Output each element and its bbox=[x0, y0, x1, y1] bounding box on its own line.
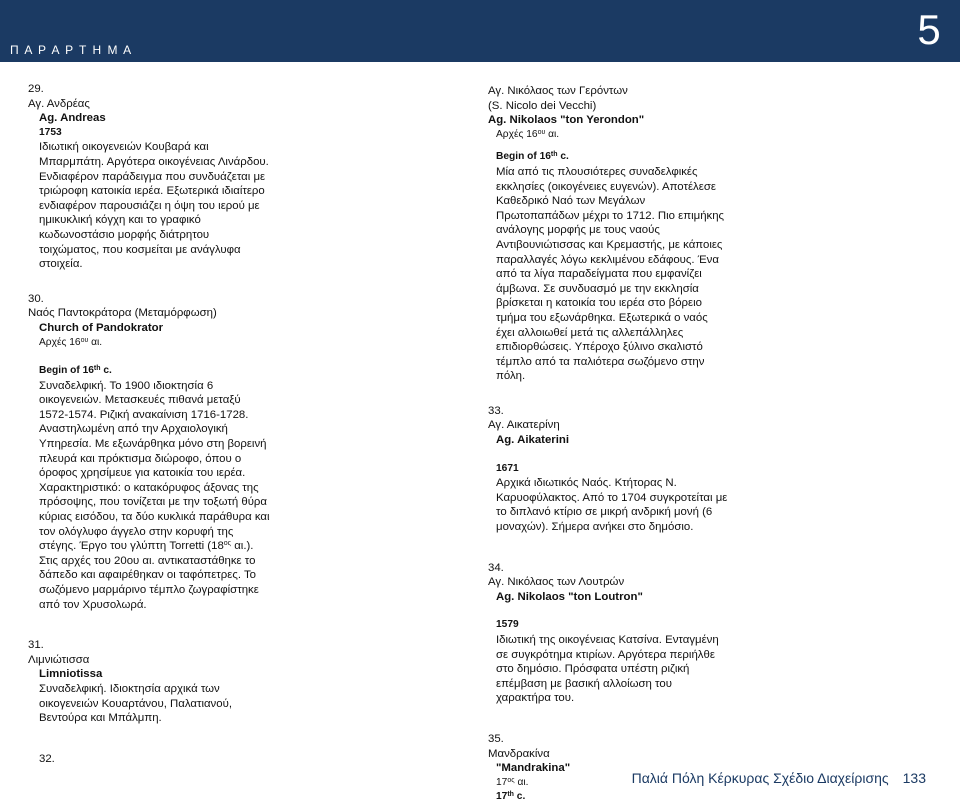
entry-34-line: χαρακτήρα του. bbox=[496, 692, 575, 705]
entry-32-line: βρίσκεται η κατοικία του ιερέα στο βόρειο bbox=[496, 297, 702, 310]
entry-32-line: άμβωνα. Σε συνδυασμό με την εκκλησία bbox=[496, 282, 699, 295]
entry-29-year: 1753 bbox=[39, 126, 62, 138]
page-footer bbox=[632, 770, 926, 786]
entry-33-year: 1671 bbox=[496, 462, 519, 474]
entry-32-line: επιδιορθώσεις. Υπέροχο ξύλινο σκαλιστό bbox=[496, 341, 703, 354]
entry-29-name-greek: Αγ. Ανδρέας bbox=[28, 97, 90, 110]
entry-34-line: σε συγκρότημα κτιρίων. Αργότερα περιήλθε bbox=[496, 648, 715, 661]
entry-32-number: 32. bbox=[39, 752, 55, 765]
entry-29-line: τοιχώματος, που κοσμείται με ανάγλυφα bbox=[39, 243, 241, 256]
entry-30-line: Αναστηλωμένη από την Αρχαιολογική bbox=[39, 423, 228, 436]
entry-32-line: Μία από τις πλουσιότερες συναδελφικές bbox=[496, 165, 698, 178]
entry-32-line: ανάλογης μορφής με τους ναούς bbox=[496, 224, 660, 237]
entry-33-line: Καρυοφύλακτος. Από το 1704 συγκροτείται με bbox=[496, 491, 728, 504]
entry-32-line: Αντιβουνιώτισσας και Κρεμαστής, με κάποιες bbox=[496, 238, 723, 251]
entry-32-line: παραλλαγές λόγω κεκλιμένου εδάφους. Ένα bbox=[496, 253, 719, 266]
entry-31-name-greek: Λιμνιώτισσα bbox=[28, 653, 90, 666]
entry-30-line: κύριας εισόδου, τα δύο κυκλικά παράθυρα και bbox=[39, 511, 270, 524]
entry-30-line: Στις αρχές του 20ου αι. αντικαταστάθηκε το bbox=[39, 554, 256, 567]
entry-30-line: Συναδελφική. Το 1900 ιδιοκτησία 6 bbox=[39, 379, 214, 392]
entry-33-line: το διπλανό κτίριο σε μικρή ανδρική μονή (6 bbox=[496, 506, 713, 519]
entry-33-name-english: Ag. Aikaterini bbox=[496, 434, 569, 447]
entry-31-line: Βεντούρα και Μπάλμπη. bbox=[39, 712, 162, 725]
page-number: 133 bbox=[902, 770, 926, 786]
entry-32-line: εκκλησίες (οικογένειες ευγενών). Αποτέλεσε bbox=[496, 180, 716, 193]
entry-34-number: 34. bbox=[488, 561, 504, 574]
entry-30-line: όροφος χρησίμευε για κατοικία του ιερέα. bbox=[39, 467, 246, 480]
entry-30-line: πρόσοψης, που τονίζεται με την τοξωτή θύρα bbox=[39, 496, 267, 509]
entry-30-name-english: Church of Pandokrator bbox=[39, 321, 164, 334]
entry-30-line: 1572-1574. Ριζική ανακαίνιση 1716-1728. bbox=[39, 408, 249, 421]
entry-32-line: τέμπλο από τα παλιότερα σωζόμενο στην bbox=[496, 355, 705, 368]
left-column bbox=[28, 82, 468, 766]
entry-29-line: Ενδιαφέρον παράδειγμα που συνδυάζεται με bbox=[39, 170, 266, 183]
entry-29-line: στοιχεία. bbox=[39, 258, 83, 271]
entry-32-name-italian: (S. Nicolo dei Vecchi) bbox=[488, 99, 597, 112]
entry-32-name-greek: Αγ. Νικόλαος των Γερόντων bbox=[488, 85, 628, 97]
entry-34-line: επέμβαση με βασική αλλοίωση του bbox=[496, 677, 672, 690]
entry-30-line: σωζόμενο μαρμάρινο τέμπλο ζωγραφίστηκε bbox=[39, 584, 259, 596]
entry-34-year: 1579 bbox=[496, 619, 519, 631]
entry-29-line: τριώροφη κατοικία ιερέα. Εξωτερικά ιδιαίτερο bbox=[39, 185, 265, 198]
entry-32-line: από τα λίγα παραδείγματα που εμφανίζει bbox=[496, 268, 702, 281]
entry-31-line: οικογενειών Κουαρτάνου, Παλατιανού, bbox=[39, 697, 232, 710]
entry-34-name-greek: Αγ. Νικόλαος των Λουτρών bbox=[488, 576, 625, 589]
entry-33-line: μοναχών). Σήμερα ανήκει στο δημόσιο. bbox=[496, 521, 694, 534]
entry-34-name-english: Ag. Nikolaos "ton Loutron" bbox=[496, 590, 643, 603]
chapter-number-badge: 5 bbox=[898, 0, 960, 60]
entry-34-line: Ιδιωτική της οικογένειας Κατσίνα. Ενταγμένη bbox=[496, 634, 719, 646]
entry-30-line: οικογενειών. Μετασκευές πιθανά μεταξύ bbox=[39, 394, 241, 407]
page-header-bar bbox=[0, 0, 960, 62]
entry-30-line-torretti: στέγης. Έργο του γλύπτη Torretti ($18^{o\varsigma}$ αι.). bbox=[39, 540, 254, 553]
entry-32-line: πόλη. bbox=[496, 370, 526, 383]
entry-30-line: τον ολόγλυφο άγγελο στην κορυφή της bbox=[39, 525, 234, 538]
entry-30-line: από τον Χρυσολωρά. bbox=[39, 598, 147, 611]
entry-29-line: Ιδιωτική οικογενειών Κουβαρά και bbox=[39, 141, 209, 154]
entry-29-line: ημικυκλική κόγχη και το γραφικό bbox=[39, 214, 201, 227]
entry-30-line: δάπεδο και αφαιρέθηκαν οι ταφόπετρες. Το bbox=[39, 569, 257, 582]
entry-30-name-greek: Ναός Παντοκράτορα (Μεταμόρφωση) bbox=[28, 307, 217, 320]
entry-35-name-greek: Μανδρακίνα bbox=[488, 747, 550, 760]
entry-35-number: 35. bbox=[488, 732, 504, 745]
right-column bbox=[488, 84, 928, 805]
entry-30-date-english: Begin of 16th c. bbox=[39, 365, 112, 377]
entry-31-number: 31. bbox=[28, 639, 44, 652]
entry-32-date-english: Begin of 16th c. bbox=[496, 151, 569, 163]
entry-29-line: κωδωνοστάσιο μορφής διάτρητου bbox=[39, 228, 210, 241]
entry-29-line: Μπαρμπάτη. Αργότερα οικογένειας Λινάρδου. bbox=[39, 155, 269, 168]
entry-32-line: τμήμα του εξωνάρθηκα. Εξωτερικά ο ναός bbox=[496, 311, 708, 324]
entry-32-line: Καθεδρικό Ναό των Μεγάλων bbox=[496, 195, 646, 208]
entry-32-line: έχει αλλοιωθεί μετά τις αλλεπάλληλες bbox=[496, 326, 684, 339]
entry-30-number: 30. bbox=[28, 292, 44, 305]
entry-35-name-english: "Mandrakina" bbox=[496, 762, 571, 775]
entry-30-date-greek: Αρχές $16^{o\upsilon}$ αι. bbox=[39, 336, 103, 348]
entry-35-date-greek: $17^{o\varsigma}$ αι. bbox=[496, 776, 529, 788]
entry-32-date-greek: Αρχές $16^{o\upsilon}$ αι. bbox=[496, 128, 560, 140]
entry-32-line: Πρωτοπαπάδων μέχρι το 1712. Πιο επιμήκης bbox=[496, 209, 725, 222]
entry-29-number: 29. bbox=[28, 83, 44, 95]
entry-30-line: Υπηρεσία. Με εξωνάρθηκα μόνο στη βορεινή bbox=[39, 438, 267, 451]
entry-30-line: Χαρακτηριστικό: ο κατακόρυφος άξονας της bbox=[39, 481, 259, 494]
entry-33-number: 33. bbox=[488, 404, 504, 417]
entry-30-line: πλευρά και πρόκτισμα διώροφο, όπου ο bbox=[39, 452, 242, 465]
entry-31-line: Συναδελφική. Ιδιοκτησία αρχικά των bbox=[39, 682, 220, 695]
entry-32-name-english: Ag. Nikolaos "ton Yerondon" bbox=[488, 114, 645, 127]
entry-29-line: ενδιαφέρον παρουσιάζει η όψη του ιερού με bbox=[39, 199, 260, 212]
entry-33-name-greek: Αγ. Αικατερίνη bbox=[488, 419, 560, 432]
entry-29-name-english: Ag. Andreas bbox=[39, 112, 106, 125]
entry-35-date-english: 17th c. bbox=[496, 791, 526, 803]
entry-31-name-english: Limniotissa bbox=[39, 668, 103, 681]
footer-title: Παλιά Πόλη Κέρκυρας Σχέδιο Διαχείρισης bbox=[631, 770, 889, 786]
entry-33-line: Αρχικά ιδιωτικός Ναός. Κτήτορας Ν. bbox=[496, 477, 677, 490]
entry-34-line: στο δημόσιο. Πρόσφατα υπέστη ριζική bbox=[496, 663, 690, 676]
header-title: Π Α Ρ Α Ρ Τ Η Μ Α bbox=[10, 43, 133, 57]
